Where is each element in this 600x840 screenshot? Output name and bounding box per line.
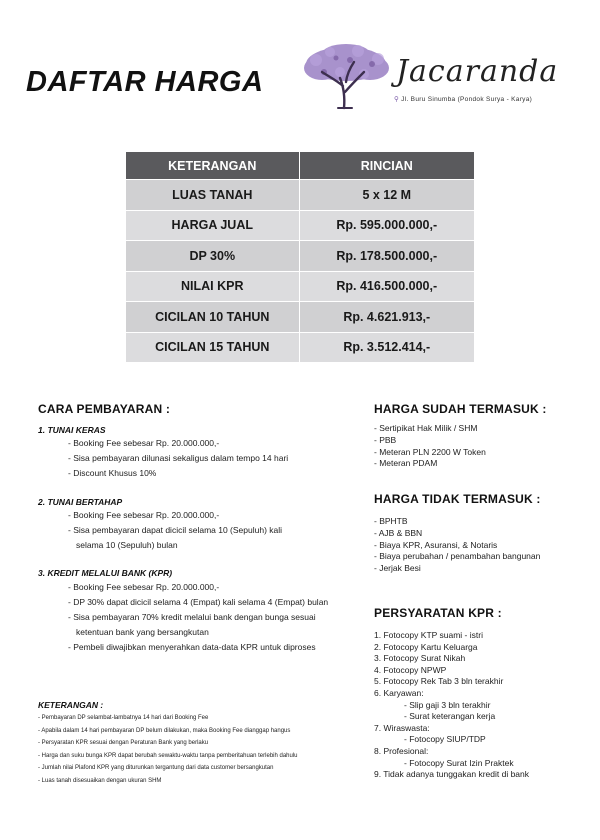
notes-title: KETERANGAN : [38,700,104,710]
list-item: 4. Fotocopy NPWP [374,664,447,675]
list-item: - Biaya perubahan / penambahan bangunan [374,551,541,562]
list-item: - Sisa pembayaran dilunasi sekaligus dalam tempo 14 hari [68,453,289,463]
payment-section-title: CARA PEMBAYARAN : [38,402,171,416]
list-item: - Jumlah nilai Plafond KPR yang diturunkan tergantung dari data customer bersangkutan [38,765,274,771]
list-item: - Booking Fee sebesar Rp. 20.000.000,- [68,582,220,592]
kpr-requirements-list [374,630,529,781]
list-item: 7. Wiraswasta: [374,722,430,733]
tunai-bertahap-title: 2. TUNAI BERTAHAP [38,497,123,507]
table-header-rincian: RINCIAN [299,152,474,180]
included-list [374,423,486,470]
notes-list [38,712,298,787]
list-item: - Persyaratan KPR sesuai dengan Peraturan Bank yang berlaku [38,740,209,746]
kpr-requirements-title: PERSYARATAN KPR : [374,606,502,620]
list-item: - Meteran PLN 2200 W Token [374,446,486,457]
list-item: - Pembayaran DP selambat-lambatnya 14 hari dari Booking Fee [38,715,209,721]
table-cell-value: 5 x 12 M [299,180,474,211]
list-item: - Fotocopy SIUP/TDP [404,734,486,745]
table-cell-value: Rp. 4.621.913,- [299,302,474,333]
list-item: 8. Profesional: [374,745,429,756]
table-cell-value: Rp. 3.512.414,- [299,332,474,363]
list-item: - Meteran PDAM [374,458,438,469]
list-item: - AJB & BBN [374,527,423,538]
table-cell-value: Rp. 595.000.000,- [299,210,474,241]
included-section-title: HARGA SUDAH TERMASUK : [374,402,547,416]
table-cell-label: NILAI KPR [126,271,300,302]
table-cell-label: CICILAN 10 TAHUN [126,302,300,333]
list-item: 2. Fotocopy Kartu Keluarga [374,641,478,652]
list-item: - PBB [374,434,397,445]
list-item: selama 10 (Sepuluh) bulan [76,540,178,550]
tunai-keras-title: 1. TUNAI KERAS [38,425,106,435]
list-item: - Jerjak Besi [374,563,421,574]
list-item: - Biaya KPR, Asuransi, & Notaris [374,539,498,550]
brand-address-text: Jl. Buru Sinumba (Pondok Surya - Karya) [401,96,533,103]
list-item: - Fotocopy Surat Izin Praktek [404,757,514,768]
table-row [126,180,475,211]
brand-address [394,95,532,103]
list-item: - Luas tanah disesuaikan dengan ukuran SHM [38,777,162,784]
page-title: DAFTAR HARGA [26,66,264,98]
table-row [126,210,475,241]
list-item: 5. Fotocopy Rek Tab 3 bln terakhir [374,676,504,687]
list-item: - Sisa pembayaran dapat dicicil selama 10 (Sepuluh) kali [68,525,283,535]
list-item: - Slip gaji 3 bln terakhir [404,699,491,710]
list-item: 9. Tidak adanya tunggakan kredit di bank [374,769,529,780]
location-pin-icon: ⚲ [394,96,400,103]
list-item: - Sertipikat Hak Milik / SHM [374,423,478,433]
table-header-row [126,152,475,180]
list-item: - Booking Fee sebesar Rp. 20.000.000,- [68,438,220,448]
list-item: - Sisa pembayaran 70% kredit melalui bank dengan bunga sesuai [68,612,316,622]
table-cell-label: LUAS TANAH [126,180,300,211]
table-cell-value: Rp. 178.500.000,- [299,241,474,272]
list-item: - DP 30% dapat dicicil selama 4 (Empat) kali selama 4 (Empat) bulan [68,597,329,607]
table-row [126,332,475,363]
table-cell-label: HARGA JUAL [126,210,300,241]
table-header-keterangan: KETERANGAN [126,152,300,180]
table-cell-value: Rp. 416.500.000,- [299,271,474,302]
table-cell-label: DP 30% [126,241,300,272]
list-item: 3. Fotocopy Surat Nikah [374,653,466,664]
kpr-payment-list [68,580,328,655]
brand-name: Jacaranda [396,54,559,89]
tunai-bertahap-list [68,508,282,553]
list-item: - Booking Fee sebesar Rp. 20.000.000,- [68,510,220,520]
list-item: 1. Fotocopy KTP suami - istri [374,630,483,640]
kpr-payment-title: 3. KREDIT MELALUI BANK (KPR) [38,568,173,578]
list-item: - Pembeli diwajibkan menyerahkan data-data KPR untuk diproses [68,642,316,652]
list-item: - Harga dan suku bunga KPR dapat berubah sewaktu-waktu tanpa pemberitahuan terlebih dahulu [38,752,298,759]
list-item: - Apabila dalam 14 hari pembayaran DP belum dilakukan, maka Booking Fee dianggap hangus [38,727,291,734]
table-row [126,241,475,272]
price-table [125,151,475,363]
table-row [126,302,475,333]
list-item: - Surat keterangan kerja [404,711,496,722]
table-row [126,271,475,302]
list-item: - BPHTB [374,516,408,526]
tunai-keras-list [68,436,288,481]
jacaranda-tree-logo-icon [300,42,392,112]
excluded-section-title: HARGA TIDAK TERMASUK : [374,492,541,506]
list-item: ketentuan bank yang bersangkutan [76,627,209,637]
table-cell-label: CICILAN 15 TAHUN [126,332,300,363]
excluded-list [374,516,540,575]
list-item: - Discount Khusus 10% [68,468,157,478]
list-item: 6. Karyawan: [374,687,424,698]
